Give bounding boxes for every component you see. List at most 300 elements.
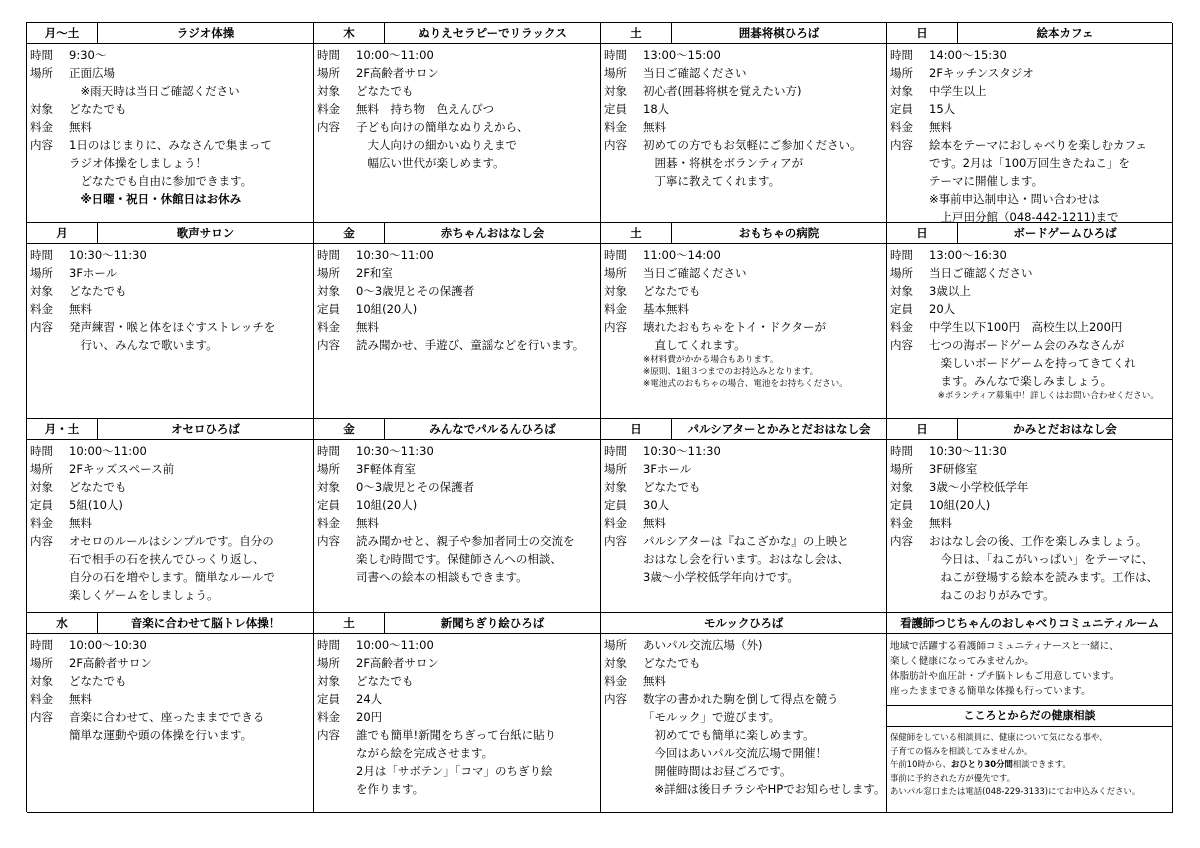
detail-row: [604, 264, 886, 282]
detail-key: 内容: [890, 138, 913, 152]
event-card: [887, 23, 1173, 223]
detail-row: [317, 282, 600, 300]
detail-line: 0〜3歳児とその保護者: [356, 480, 475, 494]
event-card: [314, 613, 601, 813]
detail-value: [69, 442, 313, 460]
event-details: [27, 244, 313, 354]
detail-key: 時間: [30, 444, 53, 458]
detail-line: 1日のはじまりに、みなさんで集まって: [69, 138, 272, 152]
detail-key: 内容: [604, 534, 627, 548]
health-consult-line: 保健師をしている相談員に、健康について気になる事や、: [890, 732, 1108, 742]
detail-value: [356, 654, 600, 672]
detail-line: 3F軽体育室: [356, 462, 416, 476]
detail-key: 時間: [604, 248, 627, 262]
detail-line: 10組(20人): [356, 302, 418, 316]
detail-key: 料金: [890, 120, 913, 134]
health-consult-line: [890, 758, 1172, 772]
detail-row: [30, 100, 313, 118]
detail-key: 料金: [604, 302, 627, 316]
detail-line: 2Fキッチンスタジオ: [929, 66, 1034, 80]
detail-key: 場所: [30, 266, 53, 280]
detail-row: [604, 672, 886, 690]
event-card: [27, 419, 314, 613]
detail-line: 5組(10人): [69, 498, 123, 512]
detail-key: 料金: [30, 120, 53, 134]
detail-key: 内容: [604, 692, 627, 706]
health-consult-line: あいパル窓口または電話(048-229-3133)にてお申込みください。: [890, 786, 1141, 796]
detail-line: おはなし会の後、工作を楽しみましょう。: [929, 534, 1148, 548]
event-header: [27, 223, 313, 244]
detail-line: 20円: [356, 710, 383, 724]
detail-key: 対象: [890, 84, 913, 98]
detail-value: [929, 460, 1172, 478]
detail-key: 内容: [890, 338, 913, 352]
detail-row: [604, 532, 886, 586]
detail-key: 料金: [604, 674, 627, 688]
detail-row: [317, 246, 600, 264]
detail-value: [929, 246, 1172, 264]
detail-value: [356, 672, 600, 690]
detail-line: 初めての方でもお気軽にご参加ください。: [643, 138, 862, 152]
event-title: パルシアターとかみとだおはなし会: [687, 422, 871, 436]
detail-row: [890, 336, 1172, 390]
event-details: [314, 440, 600, 586]
detail-key: 内容: [604, 320, 627, 334]
detail-line: 中学生以上: [929, 84, 987, 98]
detail-line: ながら絵を完成させます。: [356, 746, 494, 760]
detail-line: 楽しいボードゲームを持ってきてくれ: [929, 356, 1136, 370]
detail-value: [356, 726, 600, 798]
nurse-line: 座ったままできる簡単な体操も行っています。: [890, 686, 1091, 697]
detail-row: [604, 442, 886, 460]
detail-line: 読み聞かせ、手遊び、童謡などを行います。: [356, 338, 585, 352]
detail-row: [317, 100, 600, 118]
event-schedule-table: [26, 22, 1172, 812]
event-card: [27, 613, 314, 813]
detail-row: [30, 654, 313, 672]
detail-line: 今回はあいパル交流広場で開催！: [643, 746, 827, 760]
detail-note-small: ※ボランティア募集中！詳しくはお問い合わせください。: [929, 391, 1159, 401]
detail-value: [929, 264, 1172, 282]
event-title: かみとだおはなし会: [1013, 422, 1117, 436]
detail-value: [69, 636, 313, 654]
event-details: [314, 44, 600, 172]
detail-value: [643, 264, 886, 282]
event-title: おもちゃの病院: [738, 226, 820, 240]
detail-key: 料金: [604, 120, 627, 134]
detail-key: 場所: [604, 266, 627, 280]
detail-line: 無料: [356, 516, 379, 530]
nurse-line: 地域で活躍する看護師コミュニティナースと一緒に、: [890, 641, 1119, 652]
detail-line: 無料: [69, 692, 92, 706]
detail-row: [890, 478, 1172, 496]
detail-key: 時間: [604, 48, 627, 62]
event-day: 日: [887, 223, 958, 243]
detail-row: [30, 300, 313, 318]
event-header: [314, 419, 600, 440]
detail-row: [890, 100, 1172, 118]
event-details: [27, 634, 313, 744]
detail-key: 場所: [317, 656, 340, 670]
detail-value: [69, 496, 313, 514]
detail-row: [890, 136, 1172, 223]
detail-row: [604, 636, 886, 654]
detail-row: [890, 64, 1172, 82]
detail-line: 10:30〜11:30: [356, 444, 434, 458]
detail-line: 3歳以上: [929, 284, 971, 298]
detail-line: 無料: [929, 120, 952, 134]
detail-line: パルシアターは『ねこざかな』の上映と: [643, 534, 849, 548]
detail-line: 中学生以下100円 高校生以上200円: [929, 320, 1123, 334]
detail-line: 自分の石を増やします。簡単なルールで: [69, 570, 275, 584]
detail-line: 24人: [356, 692, 383, 706]
detail-line: 子ども向けの簡単なぬりえから、: [356, 120, 529, 134]
detail-line: 音楽に合わせて、座ったままでできる: [69, 710, 265, 724]
event-day: 月: [27, 223, 98, 243]
event-details: [27, 44, 313, 208]
detail-line: ねこが登場する絵本を読みます。工作は、: [929, 570, 1159, 584]
detail-key: 場所: [604, 66, 627, 80]
detail-value: [69, 46, 313, 64]
detail-row: [30, 318, 313, 354]
event-title: 歌声サロン: [176, 226, 235, 240]
detail-key: 時間: [30, 48, 53, 62]
detail-row: [604, 118, 886, 136]
detail-value: [356, 442, 600, 460]
detail-value: [643, 136, 886, 190]
detail-key: 対象: [317, 480, 340, 494]
detail-line: 20人: [929, 302, 956, 316]
event-title: 絵本カフェ: [1036, 26, 1094, 40]
detail-line: 無料: [69, 516, 92, 530]
event-header: [314, 23, 600, 44]
detail-row: [890, 264, 1172, 282]
detail-line: を作ります。: [356, 782, 425, 796]
event-day: 月・土: [27, 419, 98, 439]
detail-line: 10:00〜10:30: [69, 638, 147, 652]
detail-key: 対象: [30, 480, 53, 494]
detail-value: [69, 136, 313, 208]
detail-line: どなたでも: [356, 84, 414, 98]
nurse-line: 楽しく健康になってみませんか。: [890, 656, 1034, 667]
detail-row: [30, 460, 313, 478]
detail-key: 対象: [30, 102, 53, 116]
detail-row: [317, 532, 600, 586]
detail-key: 時間: [890, 444, 913, 458]
event-day: 金: [314, 223, 385, 243]
detail-row: [30, 532, 313, 604]
health-consult-line: 子育ての悩みを相談してみませんか。: [890, 745, 1033, 756]
detail-line: 幅広い世代が楽しめます。: [356, 156, 505, 170]
detail-line: 2月は「サボテン」「コマ」のちぎり絵: [356, 764, 553, 778]
detail-line: 9:30〜: [69, 48, 107, 62]
detail-row: [30, 118, 313, 136]
detail-line: 正面広場: [69, 66, 115, 80]
detail-value: [69, 532, 313, 604]
event-title: 赤ちゃんおはなし会: [440, 226, 545, 240]
detail-key: 内容: [30, 320, 53, 334]
health-consult-details: [887, 727, 1172, 799]
detail-line: 14:00〜15:30: [929, 48, 1007, 62]
detail-value: [356, 690, 600, 708]
event-day: 日: [887, 419, 958, 439]
detail-key: 対象: [604, 656, 627, 670]
detail-line: 10:00〜11:00: [356, 638, 434, 652]
detail-key: 料金: [317, 320, 340, 334]
detail-key: 場所: [30, 66, 53, 80]
detail-line: 発声練習・喉と体をほぐすストレッチを: [69, 320, 276, 334]
event-details: [887, 44, 1172, 223]
detail-key: 時間: [30, 248, 53, 262]
detail-key: 定員: [604, 498, 627, 512]
detail-line: 誰でも簡単!新聞をちぎって台紙に貼り: [356, 728, 557, 742]
detail-row: [890, 460, 1172, 478]
event-header: [27, 23, 313, 44]
detail-row: [890, 46, 1172, 64]
detail-line: 2F高齢者サロン: [69, 656, 152, 670]
detail-row: [890, 118, 1172, 136]
event-card: [601, 613, 887, 813]
event-day: 日: [601, 419, 672, 439]
detail-line: です。2月は「100万回生きたねこ」を: [929, 156, 1130, 170]
detail-line: 2F高齢者サロン: [356, 66, 439, 80]
detail-key: 場所: [30, 462, 53, 476]
detail-key: 料金: [317, 516, 340, 530]
event-card: [314, 419, 601, 613]
detail-key: 料金: [604, 516, 627, 530]
detail-row: [604, 654, 886, 672]
detail-line: どなたでも: [643, 656, 701, 670]
detail-value: [643, 64, 886, 82]
detail-key: 内容: [30, 138, 53, 152]
detail-line: ※雨天時は当日ご確認ください: [69, 84, 240, 98]
detail-value: [643, 46, 886, 64]
event-card: [887, 419, 1173, 613]
detail-key: 場所: [890, 266, 913, 280]
detail-key: 場所: [890, 462, 913, 476]
detail-value: [69, 264, 313, 282]
detail-key: 対象: [890, 284, 913, 298]
detail-line: ※事前申込制申込・問い合わせは: [929, 192, 1100, 206]
detail-key: 時間: [317, 444, 340, 458]
detail-value: [356, 636, 600, 654]
detail-value: [356, 246, 600, 264]
event-card: [314, 223, 601, 419]
detail-row: [317, 496, 600, 514]
detail-key: 内容: [890, 534, 913, 548]
detail-row: [317, 264, 600, 282]
detail-value: [929, 100, 1172, 118]
detail-row: [604, 82, 886, 100]
detail-value: [929, 496, 1172, 514]
detail-value: [356, 118, 600, 172]
detail-line: 3F研修室: [929, 462, 978, 476]
detail-line: ラジオ体操をしましょう！: [69, 156, 207, 170]
detail-line: 18人: [643, 102, 670, 116]
detail-row: [604, 136, 886, 190]
detail-line: 10組(20人): [929, 498, 991, 512]
detail-row: [317, 46, 600, 64]
detail-line: 3歳〜小学校低学年: [929, 480, 1029, 494]
detail-value: [643, 282, 886, 300]
detail-value: [356, 264, 600, 282]
detail-row: [30, 46, 313, 64]
event-card: [601, 223, 887, 419]
detail-value: [643, 442, 886, 460]
detail-line: 行い、みんなで歌います。: [69, 338, 218, 352]
detail-line: 当日ご確認ください: [929, 266, 1033, 280]
detail-line: あいパル交流広場（外): [643, 638, 763, 652]
event-card: [314, 23, 601, 223]
detail-value: [69, 478, 313, 496]
detail-value: [356, 708, 600, 726]
detail-line: 初心者(囲碁将棋を覚えたい方): [643, 84, 802, 98]
detail-row: [317, 726, 600, 798]
detail-row: [604, 690, 886, 798]
detail-value: [643, 478, 886, 496]
detail-key: 内容: [317, 120, 340, 134]
detail-row: [30, 442, 313, 460]
detail-row: [30, 672, 313, 690]
detail-line: 簡単な運動や頭の体操を行います。: [69, 728, 253, 742]
detail-row: [30, 636, 313, 654]
event-header: [601, 23, 886, 44]
detail-key: 内容: [30, 534, 53, 548]
detail-key: 時間: [317, 48, 340, 62]
detail-key: 対象: [317, 674, 340, 688]
event-details: [601, 44, 886, 190]
detail-key: 時間: [890, 48, 913, 62]
detail-row: [604, 46, 886, 64]
detail-key: 料金: [890, 320, 913, 334]
detail-key: 時間: [890, 248, 913, 262]
event-day: 月〜土: [27, 23, 98, 43]
detail-value: [643, 532, 886, 586]
detail-key: 時間: [317, 248, 340, 262]
detail-line: ねこのおりがみです。: [929, 588, 1055, 602]
detail-key: 対象: [30, 284, 53, 298]
detail-value: [643, 672, 886, 690]
event-day: 金: [314, 419, 385, 439]
detail-row: [890, 246, 1172, 264]
detail-row: [604, 460, 886, 478]
detail-key: 定員: [890, 102, 913, 116]
detail-row: [604, 246, 886, 264]
detail-note-bold: ※日曜・祝日・休館日はお休み: [69, 192, 242, 206]
detail-line: 楽しむ時間です。保健師さんへの相談、: [356, 552, 562, 566]
event-day: 土: [601, 23, 672, 43]
event-header: [601, 613, 886, 634]
detail-line: 司書への絵本の相談もできます。: [356, 570, 528, 584]
detail-value: [356, 64, 600, 82]
detail-key: 時間: [604, 444, 627, 458]
detail-value: [69, 460, 313, 478]
detail-line: 絵本をテーマにおしゃべりを楽しむカフェ: [929, 138, 1147, 152]
detail-key: 対象: [604, 84, 627, 98]
event-header: [887, 223, 1172, 244]
detail-value: [643, 460, 886, 478]
detail-line: 当日ご確認ください: [643, 266, 747, 280]
event-details: [887, 440, 1172, 604]
health-consult-section: [887, 705, 1172, 799]
detail-key: 内容: [604, 138, 627, 152]
event-title: ボードゲームひろば: [1013, 226, 1117, 240]
detail-key: 内容: [317, 534, 340, 548]
detail-line: 当日ご確認ください: [643, 66, 747, 80]
event-header: [314, 223, 600, 244]
event-header: [27, 613, 313, 634]
event-day: 土: [314, 613, 385, 633]
detail-line: 石で相手の石を挟んでひっくり返し、: [69, 552, 265, 566]
detail-value: [356, 282, 600, 300]
detail-row: [317, 64, 600, 82]
detail-value: [69, 246, 313, 264]
detail-line: どなたでも: [643, 480, 701, 494]
detail-line: 大人向けの細かいぬりえまで: [356, 138, 517, 152]
detail-line: 囲碁・将棋をボランティアが: [643, 156, 804, 170]
detail-row: [890, 82, 1172, 100]
detail-line: どなたでも: [69, 284, 127, 298]
detail-key: 場所: [30, 656, 53, 670]
detail-value: [69, 64, 313, 100]
detail-value: [69, 708, 313, 744]
detail-line: 「モルック」で遊びます。: [643, 710, 781, 724]
detail-value: [929, 136, 1172, 223]
detail-row: [890, 532, 1172, 604]
detail-key: 定員: [317, 302, 340, 316]
detail-row: [890, 514, 1172, 532]
detail-value: [643, 246, 886, 264]
detail-value: [929, 442, 1172, 460]
event-card: [27, 223, 314, 419]
nurse-details: [887, 634, 1172, 699]
detail-row: [890, 282, 1172, 300]
detail-row: [317, 672, 600, 690]
detail-value: [69, 672, 313, 690]
detail-line: 10:30〜11:00: [356, 248, 434, 262]
detail-key: 内容: [317, 338, 340, 352]
detail-value: [69, 100, 313, 118]
detail-line: 10:00〜11:00: [356, 48, 434, 62]
detail-key: 対象: [317, 84, 340, 98]
event-header: [887, 419, 1172, 440]
detail-row: [317, 460, 600, 478]
detail-line: 30人: [643, 498, 670, 512]
event-day: 木: [314, 23, 385, 43]
detail-row: [30, 514, 313, 532]
detail-value: [929, 336, 1172, 390]
detail-key: 内容: [30, 710, 53, 724]
health-consult-text: 相談できます。: [1012, 759, 1071, 769]
detail-row: [890, 300, 1172, 318]
event-title: ぬりえセラピーでリラックス: [418, 26, 567, 40]
detail-line: どなたでも: [69, 674, 127, 688]
detail-value: [643, 636, 886, 654]
detail-value: [643, 318, 886, 354]
detail-line: 10:30〜11:30: [69, 248, 147, 262]
detail-row: [30, 64, 313, 100]
event-details: [601, 244, 886, 390]
detail-line: 15人: [929, 102, 956, 116]
event-details: [601, 634, 886, 798]
detail-line: 無料: [643, 120, 666, 134]
detail-key: 定員: [317, 498, 340, 512]
detail-value: [69, 300, 313, 318]
detail-row: [604, 300, 886, 318]
detail-row: [604, 496, 886, 514]
detail-key: 定員: [890, 302, 913, 316]
event-details: [314, 634, 600, 798]
